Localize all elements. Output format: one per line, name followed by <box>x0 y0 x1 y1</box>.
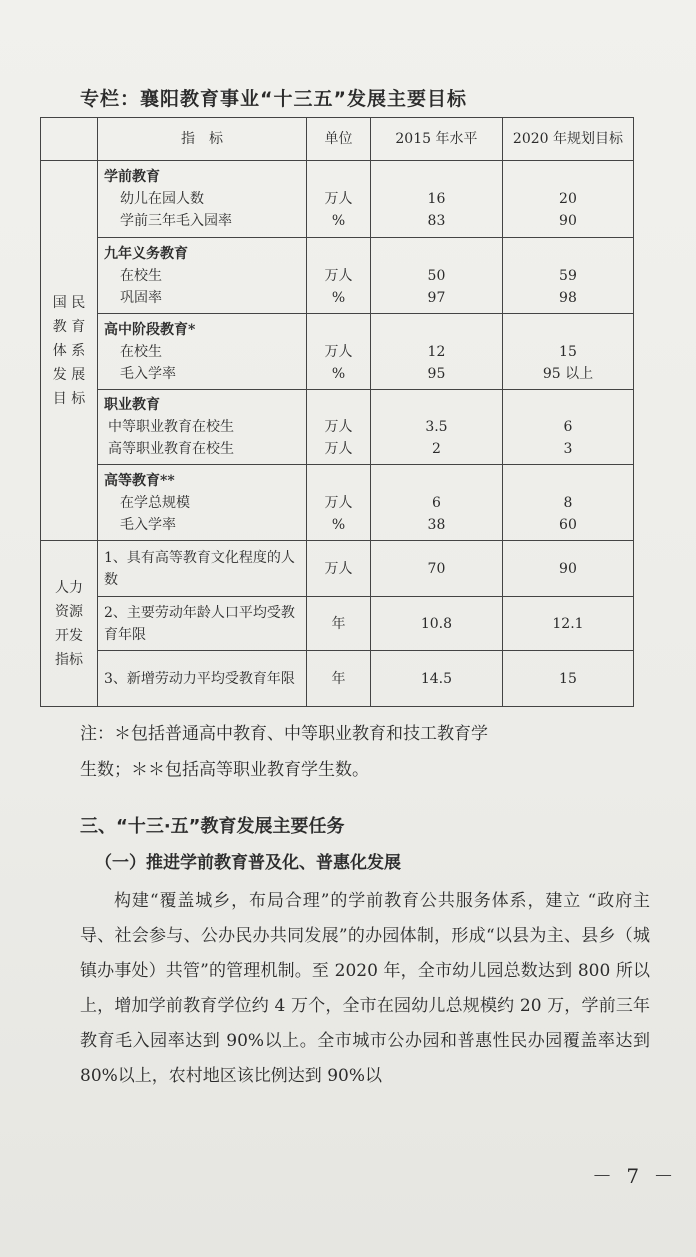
indicator-cell <box>98 465 307 541</box>
body-paragraph: 构建“覆盖城乡，布局合理”的学前教育公共服务体系，建立 “政府主导、社会参与、公办民办共同发展”的办园体制，形成“以县为主、县乡（城镇办事处）共管”的管理机制。至 2020 年，全市幼儿园总数达到 800 所以上，增加学前教育学位约 4 万个，全市在园幼儿总规模约 20 万，学前三年教育毛入园率达到 90%以上。全市城市公办园和普惠性民办园覆盖率达到 80%以上，农村地区该比例达到 90%以 <box>80 891 650 1086</box>
unit-value: 万人 <box>324 267 353 284</box>
hr-indicator: 1、具有高等教育文化程度的人数 <box>98 541 307 597</box>
unit-value: 万人 <box>324 494 353 511</box>
unit-cell <box>306 314 370 390</box>
unit-value: % <box>331 213 346 229</box>
group-row <box>41 390 634 465</box>
section-heading: 三、“十三·五”教育发展主要任务 <box>80 816 345 837</box>
indicator-name: 在校生 <box>120 343 162 360</box>
unit-cell <box>306 238 370 314</box>
hr-unit: 年 <box>306 597 370 651</box>
indicator-name: 高等职业教育在校生 <box>108 441 234 457</box>
hr-row <box>41 541 634 597</box>
indicator-name: 在学总规模 <box>120 494 190 511</box>
group-title: 九年义务教育 <box>104 245 188 262</box>
value-2015-cell <box>370 390 502 465</box>
indicator-name: 巩固率 <box>120 289 162 306</box>
header-2020: 2020 年规划目标 <box>502 118 633 161</box>
value-2020: 59 <box>559 267 577 284</box>
hr-value-2015: 14.5 <box>370 651 502 707</box>
unit-value: 万人 <box>324 191 353 207</box>
group-row <box>41 238 634 314</box>
value-2015: 38 <box>427 516 446 533</box>
value-2015-cell <box>370 238 502 314</box>
value-2015: 50 <box>427 267 446 284</box>
hr-row <box>41 597 634 651</box>
indicator-cell <box>98 238 307 314</box>
group-title: 职业教育 <box>104 397 160 413</box>
indicator-cell <box>98 314 307 390</box>
value-2015: 95 <box>427 365 446 382</box>
hr-value-2020: 15 <box>502 651 633 707</box>
indicator-name: 中等职业教育在校生 <box>108 419 234 435</box>
value-2015-cell <box>370 314 502 390</box>
indicator-cell <box>98 390 307 465</box>
indicator-name: 学前三年毛入园率 <box>120 213 232 229</box>
group-title: 学前教育 <box>104 169 160 185</box>
hr-row <box>41 651 634 707</box>
value-2020: 98 <box>559 289 577 306</box>
group-title: 高等教育** <box>104 472 175 489</box>
hr-indicator: 2、主要劳动年龄人口平均受教育年限 <box>98 597 307 651</box>
category-human-resources <box>41 541 98 707</box>
category-label: 人力资源开发指标 <box>55 579 83 668</box>
note-line: 生数；＊＊包括高等职业教育学生数。 <box>80 760 369 780</box>
value-2015-cell <box>370 465 502 541</box>
indicator-name: 在校生 <box>120 267 162 284</box>
note-line: 注：＊包括普通高中教育、中等职业教育和技工教育学 <box>80 724 488 744</box>
value-2015: 83 <box>427 213 446 229</box>
sub-heading: （一）推进学前教育普及化、普惠化发展 <box>95 853 401 873</box>
value-2020: 15 <box>559 343 577 360</box>
group-row <box>41 161 634 238</box>
unit-cell <box>306 390 370 465</box>
value-2015: 12 <box>427 343 446 360</box>
hr-value-2020: 90 <box>502 541 633 597</box>
header-unit: 单位 <box>306 118 370 161</box>
hr-unit: 年 <box>306 651 370 707</box>
header-indicator: 指 标 <box>98 118 307 161</box>
value-2020-cell <box>502 465 633 541</box>
hr-indicator: 3、新增劳动力平均受教育年限 <box>98 651 307 707</box>
value-2015-cell <box>370 161 502 238</box>
value-2020-cell <box>502 390 633 465</box>
value-2015: 97 <box>427 289 446 306</box>
unit-value: 万人 <box>324 441 353 457</box>
hr-value-2020: 12.1 <box>502 597 633 651</box>
header-category <box>41 118 98 161</box>
page-number: － 7 － <box>592 1164 678 1188</box>
value-2020: 8 <box>563 494 573 511</box>
group-row <box>41 465 634 541</box>
category-national-education <box>41 161 98 541</box>
table-note <box>80 716 640 788</box>
indicator-cell <box>98 161 307 238</box>
unit-cell <box>306 161 370 238</box>
group-row <box>41 314 634 390</box>
unit-value: % <box>331 289 346 306</box>
value-2015: 16 <box>427 191 446 207</box>
table-header-row <box>41 118 634 161</box>
value-2020-cell <box>502 238 633 314</box>
indicator-name: 幼儿在园人数 <box>120 191 204 207</box>
hr-value-2015: 10.8 <box>370 597 502 651</box>
value-2020: 90 <box>559 213 577 229</box>
box-title: 专栏：襄阳教育事业“十三五”发展主要目标 <box>80 88 467 110</box>
value-2015: 6 <box>431 494 441 511</box>
unit-value: % <box>331 365 346 382</box>
value-2020: 3 <box>563 441 573 457</box>
value-2015: 3.5 <box>425 419 448 435</box>
value-2020: 6 <box>563 419 573 435</box>
indicator-name: 毛入学率 <box>120 516 176 533</box>
value-2020-cell <box>502 314 633 390</box>
value-2020: 60 <box>559 516 577 533</box>
indicator-name: 毛入学率 <box>120 365 176 382</box>
hr-unit: 万人 <box>306 541 370 597</box>
value-2020-cell <box>502 161 633 238</box>
unit-value: 万人 <box>324 419 353 435</box>
category-label: 国 民 教 育 体 系 发 展 目 标 <box>52 294 86 407</box>
unit-cell <box>306 465 370 541</box>
value-2020: 20 <box>559 191 577 207</box>
value-2020: 95 以上 <box>542 365 594 382</box>
group-title: 高中阶段教育* <box>104 321 196 338</box>
unit-value: 万人 <box>324 343 353 360</box>
goals-table <box>40 117 634 707</box>
value-2015: 2 <box>431 441 441 457</box>
header-2015: 2015 年水平 <box>370 118 502 161</box>
unit-value: % <box>331 516 346 533</box>
hr-value-2015: 70 <box>370 541 502 597</box>
